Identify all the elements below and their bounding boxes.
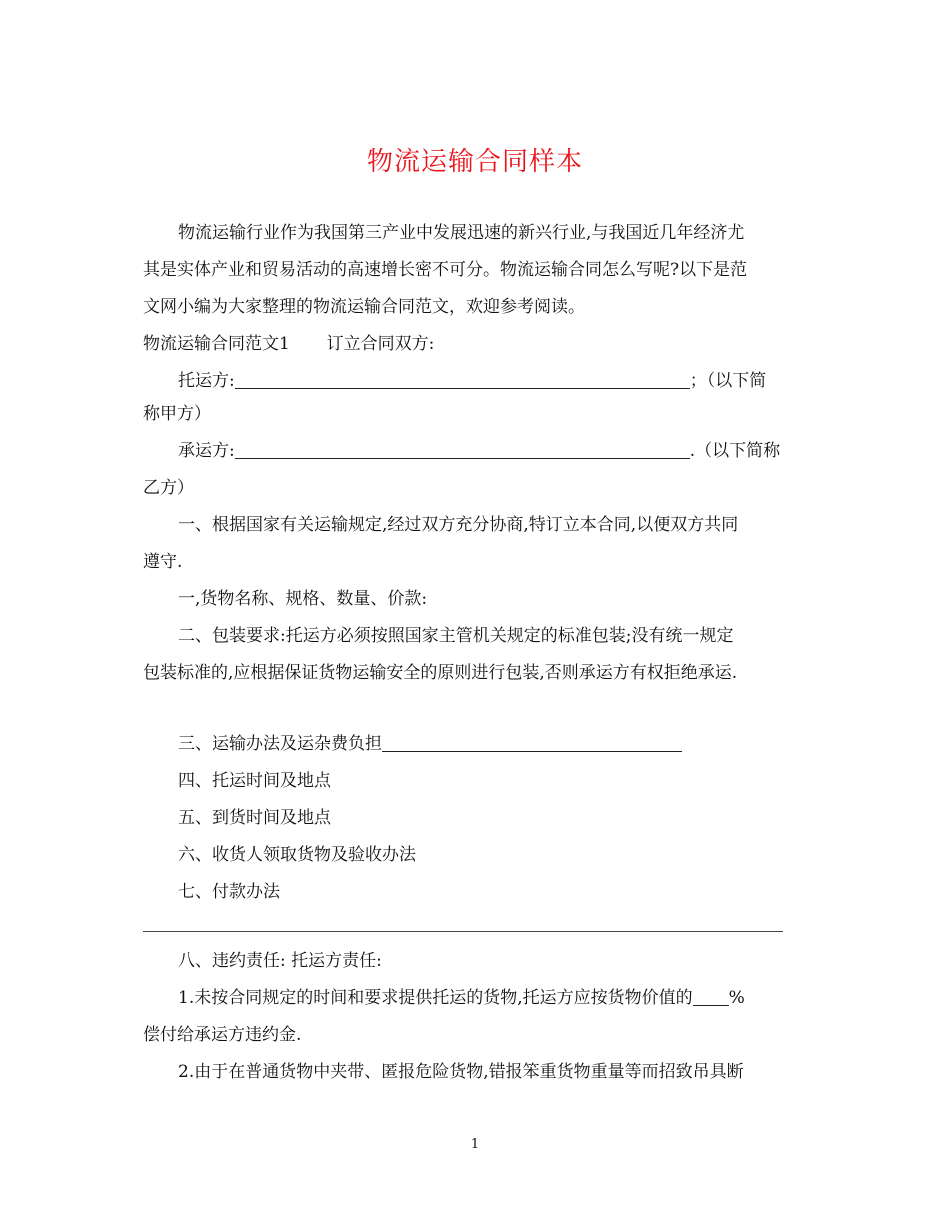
carrier-line xyxy=(178,438,808,464)
clause-goods: 一,货物名称、规格、数量、价款: xyxy=(178,589,428,609)
percent-sign: % xyxy=(728,988,745,1008)
shipper-suffix: ；（以下简 xyxy=(689,371,767,391)
item-1-line-1 xyxy=(178,985,808,1011)
clause-5: 五、到货时间及地点 xyxy=(178,808,331,828)
clause-6: 六、收货人领取货物及验收办法 xyxy=(178,845,416,865)
intro-line-3: 文网小编为大家整理的物流运输合同范文，欢迎参考阅读。 xyxy=(143,297,585,317)
sample-heading-line xyxy=(143,331,808,357)
clause-4: 四、托运时间及地点 xyxy=(178,771,331,791)
penalty-percent-blank[interactable] xyxy=(693,987,729,1006)
item-2-line-1: 2.由于在普通货物中夹带、匿报危险货物,错报笨重货物重量等而招致吊具断 xyxy=(178,1062,744,1082)
intro-line-1: 物流运输行业作为我国第三产业中发展迅速的新兴行业,与我国近几年经济尤 xyxy=(178,223,745,243)
document-title: 物流运输合同样本 xyxy=(366,147,583,177)
carrier-label: 承运方: xyxy=(178,441,235,461)
sample-heading: 物流运输合同范文1 xyxy=(143,334,290,354)
page-number: 1 xyxy=(470,1137,480,1152)
parties-label: 订立合同双方: xyxy=(326,334,435,354)
item-1-line-2: 偿付给承运方违约金. xyxy=(143,1025,302,1045)
clause-intro-line-1: 一、根据国家有关运输规定,经过双方充分协商,特订立本合同,以便双方共同 xyxy=(178,515,739,535)
carrier-suffix: .（以下简称 xyxy=(689,441,781,461)
clause-intro-line-2: 遵守. xyxy=(143,552,183,572)
shipper-line xyxy=(178,368,808,394)
clause-3-line xyxy=(178,731,808,757)
clause-3-blank[interactable] xyxy=(382,733,682,752)
intro-line-2: 其是实体产业和贸易活动的高速增长密不可分。物流运输合同怎么写呢?以下是范 xyxy=(143,260,748,280)
clause-pack-line-1: 二、包装要求:托运方必须按照国家主管机关规定的标准包装;没有统一规定 xyxy=(178,626,734,646)
carrier-blank[interactable] xyxy=(235,440,690,459)
shipper-label: 托运方: xyxy=(178,371,235,391)
item-1-text: 1.未按合同规定的时间和要求提供托运的货物,托运方应按货物价值的 xyxy=(178,988,693,1008)
clause-3: 三、运输办法及运杂费负担 xyxy=(178,734,382,754)
clause-7: 七、付款办法 xyxy=(178,882,280,902)
carrier-cont: 乙方） xyxy=(143,478,194,498)
shipper-blank[interactable] xyxy=(235,370,690,389)
payment-blank-line[interactable] xyxy=(143,931,783,932)
clause-pack-line-2: 包装标准的,应根据保证货物运输安全的原则进行包装,否则承运方有权拒绝承运. xyxy=(143,663,738,683)
clause-8: 八、违约责任: 托运方责任: xyxy=(178,951,382,971)
shipper-cont: 称甲方） xyxy=(143,404,211,424)
